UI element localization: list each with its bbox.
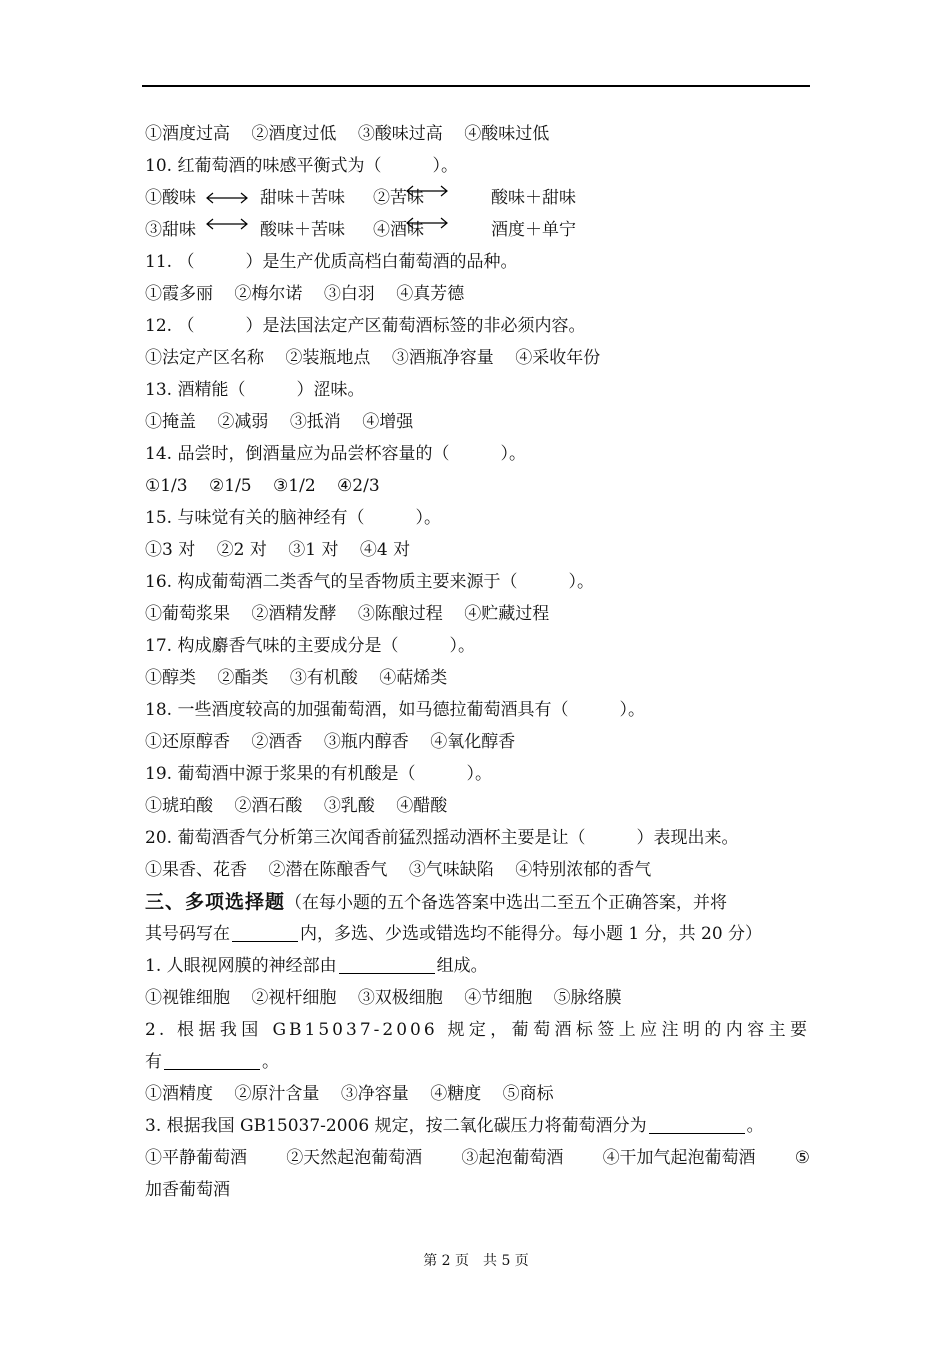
note-text: 内，多选、少选或错选均不能得分。每小题 1 分，共 20 分）	[300, 924, 763, 944]
multi-question-1-options	[145, 982, 810, 1014]
option: ②1/5	[209, 476, 252, 496]
stem-text: 1. 人眼视网膜的神经部由	[145, 956, 337, 976]
question-17-stem: 17. 构成麝香气味的主要成分是（ ）。	[145, 636, 475, 656]
option: ②天然起泡葡萄酒	[286, 1148, 423, 1168]
stem-text: 。	[262, 1052, 279, 1072]
question-13-options	[145, 406, 810, 438]
question-14-stem: 14. 品尝时，倒酒量应为品尝杯容量的（ ）。	[145, 444, 526, 464]
option: ②减弱	[217, 412, 269, 432]
option-right: 酒度＋单宁	[491, 220, 576, 240]
multi-question-3-options-line-2: 加香葡萄酒	[145, 1180, 230, 1200]
option: ④特别浓郁的香气	[515, 860, 652, 880]
option: ③净容量	[340, 1084, 409, 1104]
double-arrow-icon	[405, 216, 449, 230]
section-3-heading	[145, 886, 810, 918]
option: ①酒精度	[145, 1084, 213, 1104]
answer-blank	[649, 1115, 745, 1134]
option: ③白羽	[323, 284, 375, 304]
option: ③双极细胞	[357, 988, 443, 1008]
question-18-options	[145, 726, 810, 758]
option: ①琥珀酸	[145, 796, 213, 816]
stem-text: 。	[746, 1116, 764, 1136]
option-label: ①酸味	[145, 188, 196, 208]
option: ②装瓶地点	[285, 348, 371, 368]
answer-blank	[164, 1051, 260, 1070]
answer-blank	[339, 955, 435, 974]
answer-blank	[232, 923, 298, 942]
question-10-row-2	[145, 214, 810, 246]
question-17-options	[145, 662, 810, 694]
option: ①平静葡萄酒	[145, 1148, 247, 1168]
option-right: 酸味＋甜味	[491, 188, 576, 208]
option: ④增强	[362, 412, 414, 432]
question-15-options	[145, 534, 810, 566]
option: ③酸味过高	[357, 124, 443, 144]
multi-question-3-options	[145, 1142, 810, 1174]
question-11-stem: 11. （ ）是生产优质高档白葡萄酒的品种。	[145, 252, 518, 272]
option: ⑤	[794, 1148, 810, 1168]
question-20-stem: 20. 葡萄酒香气分析第三次闻香前猛烈摇动酒杯主要是让（ ）表现出来。	[145, 828, 739, 848]
option: ①掩盖	[145, 412, 196, 432]
option: ④糖度	[430, 1084, 482, 1104]
option: ④真芳德	[396, 284, 465, 304]
option-label: ③甜味	[145, 220, 196, 240]
option: ⑤脉络膜	[553, 988, 622, 1008]
question-18-stem: 18. 一些酒度较高的加强葡萄酒，如马德拉葡萄酒具有（ ）。	[145, 700, 645, 720]
option: ②2 对	[216, 540, 267, 560]
option: ④氧化醇香	[430, 732, 516, 752]
option: ③1 对	[288, 540, 339, 560]
question-16-stem: 16. 构成葡萄酒二类香气的呈香物质主要来源于（ ）。	[145, 572, 594, 592]
stem-text: 组成。	[436, 956, 488, 976]
option: ①3 对	[145, 540, 196, 560]
question-19-options	[145, 790, 810, 822]
multi-question-1-stem	[145, 950, 810, 982]
option: ④2/3	[337, 476, 380, 496]
section-title: 三、多项选择题	[145, 891, 286, 913]
question-13-stem: 13. 酒精能（ ）涩味。	[145, 380, 365, 400]
option: ①还原醇香	[145, 732, 230, 752]
multi-question-3-stem	[145, 1110, 810, 1142]
option-right: 甜味＋苦味	[260, 188, 345, 208]
option: ①1/3	[145, 476, 188, 496]
question-20-options	[145, 854, 810, 886]
option: ④贮藏过程	[464, 604, 550, 624]
option: ③起泡葡萄酒	[461, 1148, 564, 1168]
option: ⑤商标	[502, 1084, 554, 1104]
option: ②视杆细胞	[251, 988, 337, 1008]
question-10-stem: 10. 红葡萄酒的味感平衡式为（ ）。	[145, 156, 458, 176]
multi-question-2-stem-line-2	[145, 1046, 810, 1078]
option: ④酸味过低	[464, 124, 550, 144]
question-12-options	[145, 342, 810, 374]
question-14-options	[145, 470, 810, 502]
option: ③乳酸	[323, 796, 375, 816]
section-note: （在每小题的五个备选答案中选出二至五个正确答案，并将	[285, 893, 728, 913]
question-12-stem: 12. （ ）是法国法定产区葡萄酒标签的非必须内容。	[145, 316, 586, 336]
option: ②酒精发酵	[251, 604, 337, 624]
option: ①醇类	[145, 668, 196, 688]
option: ③抵消	[289, 412, 341, 432]
multi-question-2-options	[145, 1078, 810, 1110]
option: ②酒香	[251, 732, 303, 752]
option: ④节细胞	[464, 988, 533, 1008]
prev-question-options	[145, 118, 810, 150]
option: ④采收年份	[515, 348, 601, 368]
option-right: 酸味＋苦味	[260, 220, 345, 240]
section-3-note-line-2	[145, 918, 810, 950]
option: ②梅尔诺	[234, 284, 303, 304]
exam-content	[145, 118, 810, 1206]
option: ④醋酸	[396, 796, 448, 816]
option: ②酒度过低	[251, 124, 337, 144]
option: ②酯类	[217, 668, 269, 688]
option: ③酒瓶净容量	[391, 348, 494, 368]
option: ①法定产区名称	[145, 348, 264, 368]
option: ④4 对	[359, 540, 411, 560]
multi-question-2-stem-line-1: 2. 根据我国 GB15037-2006 规定，葡萄酒标签上应注明的内容主要	[145, 1020, 810, 1040]
question-16-options	[145, 598, 810, 630]
option: ①果香、花香	[145, 860, 247, 880]
option: ①葡萄浆果	[145, 604, 230, 624]
option: ④干加气起泡葡萄酒	[602, 1148, 756, 1168]
option: ③陈酿过程	[357, 604, 443, 624]
option: ②潜在陈酿香气	[268, 860, 388, 880]
question-11-options	[145, 278, 810, 310]
option-label: ②苦味	[373, 188, 424, 208]
option: ①酒度过高	[145, 124, 230, 144]
option: ④萜烯类	[379, 668, 448, 688]
option: ③瓶内醇香	[323, 732, 409, 752]
note-text: 其号码写在	[145, 924, 230, 944]
header-rule	[142, 85, 810, 87]
question-19-stem: 19. 葡萄酒中源于浆果的有机酸是（ ）。	[145, 764, 492, 784]
double-arrow-icon	[205, 217, 249, 231]
option: ②原汁含量	[234, 1084, 320, 1104]
question-15-stem: 15. 与味觉有关的脑神经有（ ）。	[145, 508, 441, 528]
page-footer: 第 2 页 共 5 页	[423, 1253, 529, 1269]
stem-text: 有	[145, 1052, 162, 1072]
option: ③1/2	[273, 476, 316, 496]
question-10-row-1	[145, 182, 810, 214]
option-label: ④酒味	[373, 220, 424, 240]
option: ①视锥细胞	[145, 988, 230, 1008]
double-arrow-icon	[405, 184, 449, 198]
option: ①霞多丽	[145, 284, 213, 304]
option: ②酒石酸	[234, 796, 303, 816]
double-arrow-icon	[205, 191, 249, 205]
option: ③气味缺陷	[408, 860, 494, 880]
stem-text: 3. 根据我国 GB15037-2006 规定，按二氧化碳压力将葡萄酒分为	[145, 1116, 647, 1136]
option: ③有机酸	[289, 668, 358, 688]
